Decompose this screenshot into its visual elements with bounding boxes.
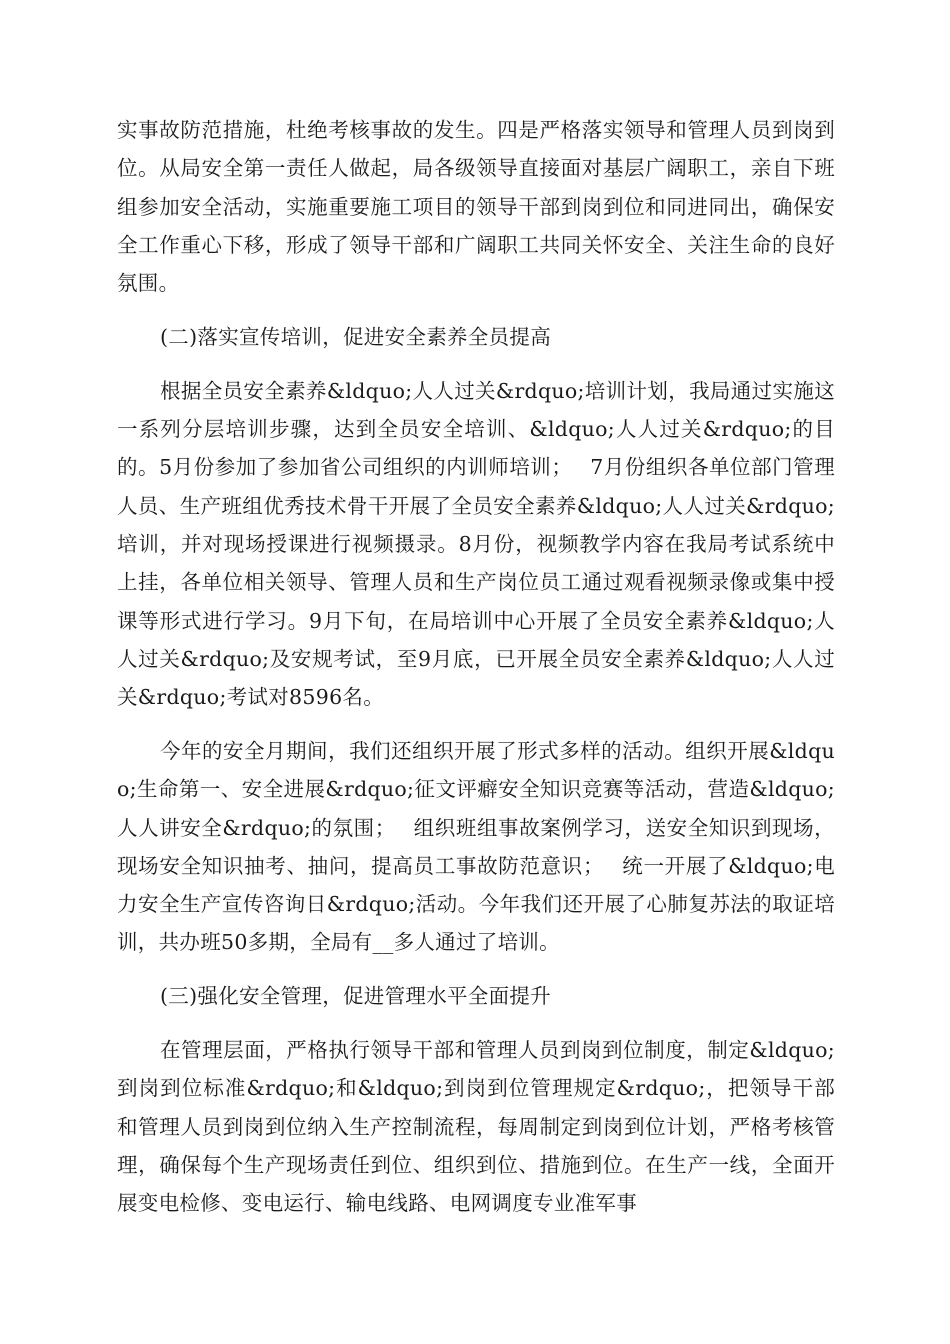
document-body: [117, 111, 835, 1223]
paragraph-management: 在管理层面，严格执行领导干部和管理人员到岗到位制度，制定&ldquo;到岗到位标准&rdquo;和&ldquo;到岗到位管理规定&rdquo;，把领导干部和管理人员到岗到位纳入生产控制流程，每周制定到岗到位计划，严格考核管理，确保每个生产现场责任到位、组织到位、措施到位。在生产一线，全面开展变电检修、变电运行、输电线路、电网调度专业准军事: [117, 1038, 835, 1216]
paragraph-continued: 实事故防范措施，杜绝考核事故的发生。四是严格落实领导和管理人员到岗到位。从局安全第一责任人做起，局各级领导直接面对基层广阔职工，亲自下班组参加安全活动，实施重要施工项目的领导干部到岗到位和同进同出，确保安全工作重心下移，形成了领导干部和广阔职工共同关怀安全、关注生命的良好氛围。: [117, 118, 835, 296]
paragraph-training: 根据全员安全素养&ldquo;人人过关&rdquo;培训计划，我局通过实施这一系列分层培训步骤，达到全员安全培训、&ldquo;人人过关&rdquo;的目的。5月份参加了参加省公司组织的内训师培训； 7月份组织各单位部门管理人员、生产班组优秀技术骨干开展了全员安全素养&ldquo;人人过关&rdquo;培训，并对现场授课进行视频摄录。8月份，视频教学内容在我局考试系统中上挂，各单位相关领导、管理人员和生产岗位员工通过观看视频录像或集中授课等形式进行学习。9月下旬，在局培训中心开展了全员安全素养&ldquo;人人过关&rdquo;及安规考试，至9月底，已开展全员安全素养&ldquo;人人过关&rdquo;考试对8596名。: [117, 378, 835, 710]
section-heading-2: (二)落实宣传培训，促进安全素养全员提高: [160, 324, 551, 349]
paragraph-safety-month: 今年的安全月期间，我们还组织开展了形式多样的活动。组织开展&ldquo;生命第一、安全进展&rdquo;征文评癖安全知识竞赛等活动，营造&ldquo;人人讲安全&rdquo;的氛围； 组织班组事故案例学习，送安全知识到现场，现场安全知识抽考、抽问，提高员工事故防范意识； 统一开展了&ldquo;电力安全生产宣传咨询日&rdquo;活动。今年我们还开展了心肺复苏法的取证培训，共办班50多期，全局有__多人通过了培训。: [117, 738, 835, 955]
section-heading-3: (三)强化安全管理，促进管理水平全面提升: [160, 984, 551, 1009]
